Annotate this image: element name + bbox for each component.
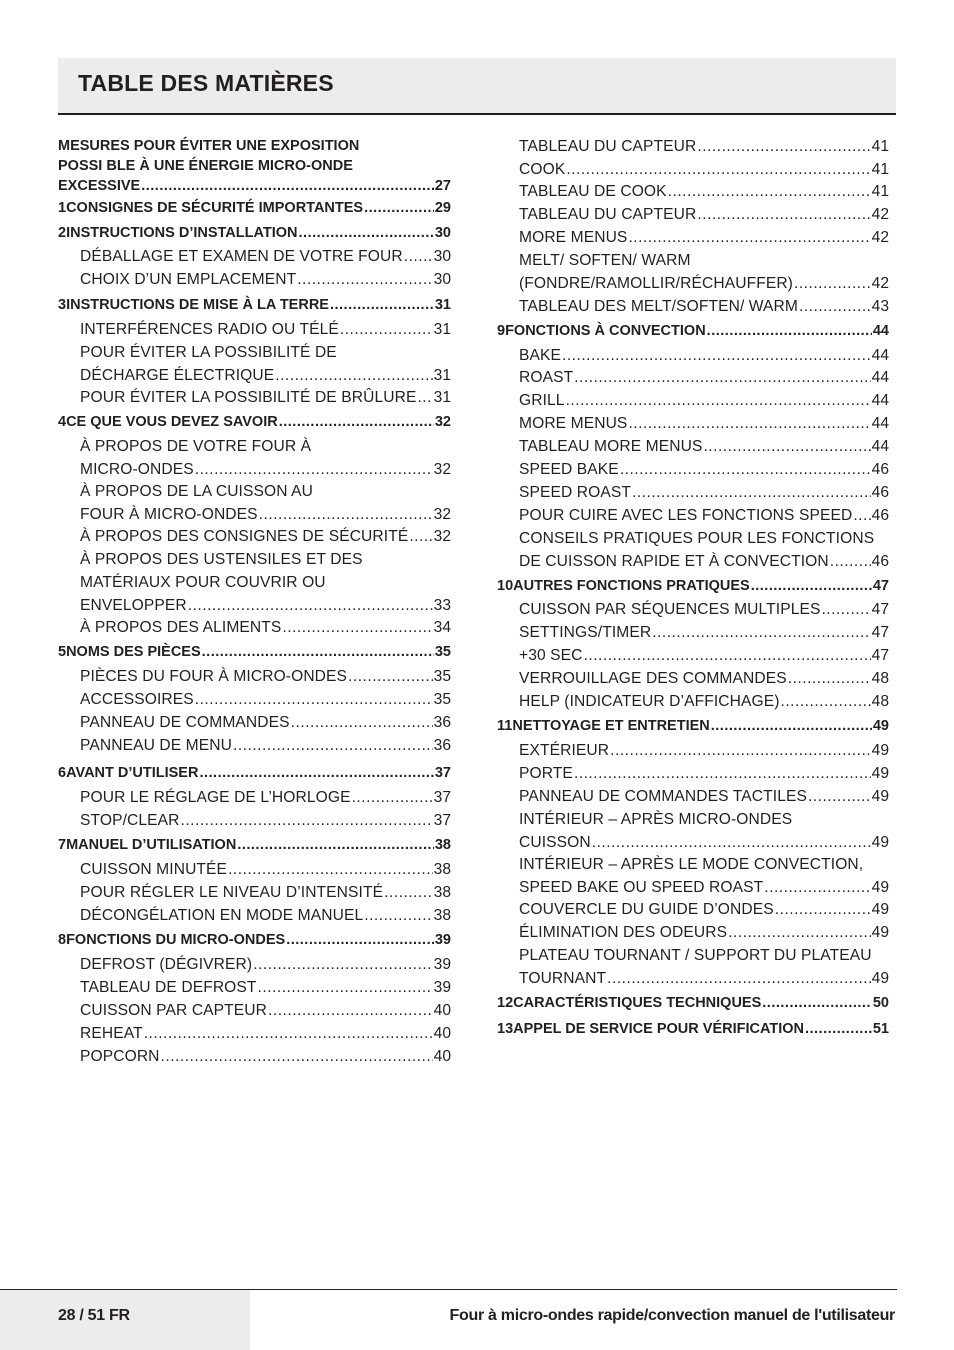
dot-leader: [299, 223, 434, 243]
toc-entry-title: MORE MENUS: [519, 415, 628, 432]
page-title: TABLE DES MATIÈRES: [78, 70, 334, 96]
toc-page-number: 46: [871, 507, 889, 524]
toc-entry: [58, 435, 451, 481]
toc-section-number: 3: [58, 297, 67, 313]
dot-leader: [275, 364, 432, 387]
toc-section: [58, 835, 451, 855]
toc-entry: [58, 1045, 451, 1068]
toc-entry-title: TABLEAU MORE MENUS: [519, 438, 703, 455]
toc-entry-title: DÉBALLAGE ET EXAMEN DE VOTRE FOUR: [80, 248, 403, 265]
toc-entry: [58, 999, 451, 1022]
toc-entry-title: MORE MENUS: [519, 229, 628, 246]
toc-entry-title: EXCESSIVE: [58, 178, 141, 194]
toc-section: [58, 412, 451, 432]
toc-page-number: 30: [433, 248, 451, 265]
toc-entry: [58, 809, 451, 832]
toc-page-number: 34: [433, 619, 451, 636]
toc-entry-title: TABLEAU DE COOK: [519, 183, 667, 200]
toc-section-number: 8: [58, 932, 67, 948]
footer-manual-title: Four à micro-ondes rapide/convection manuel de l'utilisateur: [449, 1307, 895, 1324]
dot-leader: [808, 785, 871, 808]
toc-page-number: 41: [871, 183, 889, 200]
toc-entry-title: CUISSON PAR SÉQUENCES MULTIPLES: [519, 601, 821, 618]
dot-leader: [340, 318, 433, 341]
toc-section-number: 13: [497, 1021, 514, 1037]
toc-section-number: 5: [58, 644, 67, 660]
toc-entry-title: CONSIGNES DE SÉCURITÉ IMPORTANTES: [66, 200, 364, 216]
toc-entry-title: INSTRUCTIONS DE MISE À LA TERRE: [66, 297, 329, 313]
dot-leader: [853, 504, 870, 527]
toc-page-number: 31: [433, 367, 451, 384]
toc-page-number: 49: [871, 742, 889, 759]
toc-page-number: 41: [871, 161, 889, 178]
toc-entry-title: TOURNANT: [519, 970, 607, 987]
toc-page-number: 37: [433, 789, 451, 806]
toc-page-number: 44: [871, 347, 889, 364]
dot-leader: [628, 226, 870, 249]
dot-leader: [668, 180, 871, 203]
toc-entry-title: PLATEAU TOURNANT / SUPPORT DU PLATEAU: [519, 947, 872, 964]
footer-page-number: 28 / 51 FR: [58, 1307, 130, 1324]
dot-leader: [775, 898, 871, 921]
toc-entry-title: MELT/ SOFTEN/ WARM: [519, 252, 691, 269]
toc-entry-title: PANNEAU DE MENU: [80, 737, 232, 754]
dot-leader: [195, 688, 433, 711]
dot-leader: [268, 999, 433, 1022]
dot-leader: [628, 412, 870, 435]
toc-entry: [58, 688, 451, 711]
toc-page-number: 31: [433, 321, 451, 338]
toc-entry: [497, 481, 889, 504]
toc-entry-title: COOK: [519, 161, 566, 178]
toc-page-number: 39: [433, 956, 451, 973]
dot-leader: [574, 366, 870, 389]
dot-leader: [781, 690, 871, 713]
toc-entry-title: ENVELOPPER: [80, 597, 187, 614]
toc-entry-title: TABLEAU DES MELT/SOFTEN/ WARM: [519, 298, 798, 315]
dot-leader: [620, 458, 871, 481]
toc-entry: [497, 739, 889, 762]
toc-page-number: 49: [872, 718, 889, 734]
toc-page-number: 47: [872, 578, 889, 594]
toc-entry-title: POUR CUIRE AVEC LES FONCTIONS SPEED: [519, 507, 853, 524]
toc-page-number: 51: [872, 1021, 889, 1037]
toc-entry-title: SPEED BAKE: [519, 461, 619, 478]
dot-leader: [584, 644, 871, 667]
toc-section-number: 12: [497, 995, 514, 1011]
dot-leader: [364, 904, 432, 927]
toc-entry-title: BAKE: [519, 347, 562, 364]
toc-page-number: 49: [871, 834, 889, 851]
toc-entry: [497, 785, 889, 808]
toc-page-number: 44: [871, 438, 889, 455]
toc-entry: [497, 621, 889, 644]
toc-entry-title: TABLEAU DU CAPTEUR: [519, 206, 697, 223]
toc-entry-title: MESURES POUR ÉVITER UNE EXPOSITION: [58, 138, 360, 154]
toc-entry: [497, 226, 889, 249]
toc-entry-title: POPCORN: [80, 1048, 160, 1065]
dot-leader: [728, 921, 871, 944]
toc-page-number: 46: [871, 461, 889, 478]
dot-leader: [259, 503, 433, 526]
toc-entry-title: MANUEL D’UTILISATION: [66, 837, 237, 853]
dot-leader: [607, 967, 870, 990]
toc-entry-title: CE QUE VOUS DEVEZ SAVOIR: [66, 414, 278, 430]
toc-entry-title: POUR LE RÉGLAGE DE L’HORLOGE: [80, 789, 351, 806]
toc-entry: [497, 249, 889, 295]
toc-page-number: 38: [434, 837, 451, 853]
toc-entry-title: FONCTIONS À CONVECTION: [505, 323, 706, 339]
toc-page-number: 44: [871, 392, 889, 409]
toc-entry-title: MICRO-ONDES: [80, 461, 194, 478]
toc-section-number: 11: [497, 718, 513, 734]
toc-page-number: 42: [871, 275, 889, 292]
toc-entry-title: SPEED BAKE OU SPEED ROAST: [519, 879, 764, 896]
toc-page-number: 48: [871, 670, 889, 687]
toc-entry: [497, 295, 889, 318]
dot-leader: [762, 993, 872, 1013]
toc-entry-title: PANNEAU DE COMMANDES: [80, 714, 290, 731]
toc-entry-title: STOP/CLEAR: [80, 812, 180, 829]
toc-page-number: 33: [433, 597, 451, 614]
toc-entry: [497, 412, 889, 435]
toc-entry-title: PANNEAU DE COMMANDES TACTILES: [519, 788, 807, 805]
toc-page-number: 49: [871, 970, 889, 987]
toc-entry-title: FOUR À MICRO-ONDES: [80, 506, 258, 523]
dot-leader: [821, 598, 870, 621]
toc-page-number: 31: [434, 297, 451, 313]
toc-entry: [58, 480, 451, 526]
toc-entry-title: +30 SEC: [519, 647, 583, 664]
toc-entry: [497, 158, 889, 181]
dot-leader: [409, 525, 432, 548]
toc-page-number: 38: [433, 884, 451, 901]
toc-page-number: 32: [434, 414, 451, 430]
dot-leader: [253, 953, 432, 976]
toc-page-number: 37: [433, 812, 451, 829]
toc-page-number: 40: [433, 1048, 451, 1065]
toc-entry-title: NOMS DES PIÈCES: [66, 644, 201, 660]
toc-page-number: 35: [434, 644, 451, 660]
toc-page-number: 49: [871, 879, 889, 896]
toc-entry: [497, 344, 889, 367]
toc-entry-title: ACCESSOIRES: [80, 691, 194, 708]
toc-entry: [58, 953, 451, 976]
toc-entry: [58, 386, 451, 409]
toc-entry: [497, 898, 889, 921]
toc-entry: [58, 525, 451, 548]
toc-entry-title: PORTE: [519, 765, 573, 782]
toc-page-number: 50: [872, 995, 889, 1011]
toc-entry-title: ÉLIMINATION DES ODEURS: [519, 924, 728, 941]
toc-page-number: 30: [433, 271, 451, 288]
toc-entry-title: SETTINGS/TIMER: [519, 624, 652, 641]
toc-entry-title: CHOIX D’UN EMPLACEMENT: [80, 271, 297, 288]
toc-entry: [58, 786, 451, 809]
dot-leader: [830, 550, 871, 573]
dot-leader: [799, 295, 871, 318]
toc-entry: [58, 341, 451, 387]
toc-entry-title: POUR RÉGLER LE NIVEAU D’INTENSITÉ: [80, 884, 384, 901]
toc-entry: [497, 690, 889, 713]
toc-section-number: 7: [58, 837, 67, 853]
toc-page-number: 36: [433, 714, 451, 731]
toc-section: [58, 136, 451, 196]
dot-leader: [652, 621, 870, 644]
toc-page-number: 44: [871, 415, 889, 432]
toc-section-number: 9: [497, 323, 506, 339]
toc-page-number: 49: [871, 788, 889, 805]
dot-leader: [297, 268, 432, 291]
toc-entry-title: TABLEAU DE DEFROST: [80, 979, 257, 996]
toc-entry-title: À PROPOS DES CONSIGNES DE SÉCURITÉ: [80, 528, 409, 545]
toc-page-number: 32: [433, 506, 451, 523]
toc-section: [58, 642, 451, 662]
toc-entry-title: DEFROST (DÉGIVRER): [80, 956, 253, 973]
toc-section: [58, 930, 451, 950]
toc-page-number: 40: [433, 1025, 451, 1042]
dot-leader: [697, 135, 870, 158]
dot-leader: [566, 389, 871, 412]
dot-leader: [707, 321, 872, 341]
toc-entry-title: EXTÉRIEUR: [519, 742, 610, 759]
toc-page-number: 39: [433, 979, 451, 996]
toc-entry-title: AVANT D’UTILISER: [66, 765, 199, 781]
toc-entry: [497, 203, 889, 226]
dot-leader: [228, 858, 433, 881]
dot-leader: [566, 158, 870, 181]
dot-leader: [202, 642, 434, 662]
toc-page-number: 37: [434, 765, 451, 781]
toc-section: [497, 1019, 889, 1039]
toc-page-number: 31: [433, 389, 451, 406]
dot-leader: [188, 594, 433, 617]
toc-entry: [497, 644, 889, 667]
dot-leader: [805, 1019, 872, 1039]
toc-entry: [58, 548, 451, 617]
dot-leader: [199, 763, 433, 783]
toc-entry-title: ROAST: [519, 369, 574, 386]
toc-page-number: 46: [871, 484, 889, 501]
dot-leader: [258, 976, 433, 999]
toc-page-number: 43: [871, 298, 889, 315]
toc-page-number: 38: [433, 907, 451, 924]
toc-page-number: 42: [871, 206, 889, 223]
toc-entry: [58, 665, 451, 688]
toc-page-number: 29: [434, 200, 451, 216]
toc-section: [497, 576, 889, 596]
toc-entry-title: CUISSON: [519, 834, 591, 851]
toc-entry-title: À PROPOS DES USTENSILES ET DES: [80, 551, 363, 568]
toc-page-number: 41: [871, 138, 889, 155]
dot-leader: [592, 831, 871, 854]
dot-leader: [562, 344, 871, 367]
toc-entry-title: POSSI BLE À UNE ÉNERGIE MICRO-ONDE: [58, 158, 353, 174]
toc-section: [497, 321, 889, 341]
toc-entry-title: INTÉRIEUR – APRÈS MICRO-ONDES: [519, 811, 793, 828]
toc-page-number: 47: [871, 647, 889, 664]
dot-leader: [794, 272, 871, 295]
toc-page-number: 35: [433, 668, 451, 685]
toc-entry-title: NETTOYAGE ET ENTRETIEN: [512, 718, 710, 734]
toc-page-number: 44: [871, 369, 889, 386]
toc-entry: [497, 458, 889, 481]
toc-section: [58, 763, 451, 783]
toc-entry-title: INTÉRIEUR – APRÈS LE MODE CONVECTION,: [519, 856, 864, 873]
toc-section: [497, 716, 889, 736]
dot-leader: [286, 930, 434, 950]
toc-entry-title: CUISSON PAR CAPTEUR: [80, 1002, 268, 1019]
dot-leader: [364, 198, 434, 218]
dot-leader: [233, 734, 433, 757]
toc-entry-title: INSTRUCTIONS D’INSTALLATION: [66, 225, 298, 241]
toc-entry: [58, 245, 451, 268]
dot-leader: [348, 665, 433, 688]
toc-entry: [497, 853, 889, 899]
dot-leader: [751, 576, 872, 596]
toc-entry-title: REHEAT: [80, 1025, 143, 1042]
toc-page-number: 35: [433, 691, 451, 708]
toc-entry: [497, 435, 889, 458]
dot-leader: [703, 435, 870, 458]
toc-section-number: 2: [58, 225, 67, 241]
toc-page-number: 49: [871, 924, 889, 941]
dot-leader: [610, 739, 870, 762]
toc-section: [497, 993, 889, 1013]
toc-entry-title: POUR ÉVITER LA POSSIBILITÉ DE BRÛLURE: [80, 389, 417, 406]
toc-entry-title: DÉCONGÉLATION EN MODE MANUEL: [80, 907, 364, 924]
toc-entry-title: FONCTIONS DU MICRO-ONDES: [66, 932, 286, 948]
toc-page-number: 36: [433, 737, 451, 754]
dot-leader: [417, 386, 432, 409]
dot-leader: [291, 711, 433, 734]
toc-page-number: 46: [871, 553, 889, 570]
toc-entry-title: INTERFÉRENCES RADIO OU TÉLÉ: [80, 321, 339, 338]
toc-section: [58, 223, 451, 243]
dot-leader: [384, 881, 433, 904]
toc-entry-title: HELP (INDICATEUR D’AFFICHAGE): [519, 693, 780, 710]
toc-entry-title: À PROPOS DES ALIMENTS: [80, 619, 282, 636]
dot-leader: [788, 667, 871, 690]
toc-entry-title: MATÉRIAUX POUR COUVRIR OU: [80, 574, 326, 591]
dot-leader: [237, 835, 434, 855]
dot-leader: [697, 203, 870, 226]
toc-entry: [497, 527, 889, 573]
toc-entry: [58, 268, 451, 291]
toc-entry: [497, 135, 889, 158]
toc-entry-title: CARACTÉRISTIQUES TECHNIQUES: [513, 995, 762, 1011]
toc-page-number: 27: [434, 178, 451, 194]
toc-entry: [497, 366, 889, 389]
toc-entry: [497, 504, 889, 527]
toc-entry-title: COUVERCLE DU GUIDE D’ONDES: [519, 901, 774, 918]
toc-entry: [58, 318, 451, 341]
toc-entry: [58, 711, 451, 734]
toc-page-number: 40: [433, 1002, 451, 1019]
toc-entry: [497, 389, 889, 412]
dot-leader: [404, 245, 433, 268]
dot-leader: [141, 176, 434, 196]
toc-entry-title: POUR ÉVITER LA POSSIBILITÉ DE: [80, 344, 337, 361]
toc-entry: [58, 904, 451, 927]
toc-entry-title: AUTRES FONCTIONS PRATIQUES: [513, 578, 750, 594]
toc-page-number: 32: [433, 461, 451, 478]
toc-entry-title: À PROPOS DE VOTRE FOUR À: [80, 438, 312, 455]
toc-entry: [58, 616, 451, 639]
toc-section-number: 4: [58, 414, 67, 430]
toc-page-number: 44: [872, 323, 889, 339]
dot-leader: [181, 809, 433, 832]
toc-page-number: 48: [871, 693, 889, 710]
dot-leader: [144, 1022, 433, 1045]
toc-entry-title: (FONDRE/RAMOLLIR/RÉCHAUFFER): [519, 275, 793, 292]
toc-entry: [497, 808, 889, 854]
dot-leader: [195, 458, 433, 481]
toc-entry: [497, 944, 889, 990]
toc-page-number: 39: [434, 932, 451, 948]
dot-leader: [711, 716, 872, 736]
dot-leader: [330, 295, 434, 315]
toc-entry: [497, 598, 889, 621]
toc-page-number: 49: [871, 765, 889, 782]
toc-page-number: 30: [434, 225, 451, 241]
toc-page-number: 47: [871, 601, 889, 618]
toc-entry: [58, 881, 451, 904]
dot-leader: [764, 876, 870, 899]
toc-entry-title: TABLEAU DU CAPTEUR: [519, 138, 697, 155]
toc-section-number: 10: [497, 578, 514, 594]
toc-section: [58, 295, 451, 315]
dot-leader: [574, 762, 871, 785]
dot-leader: [632, 481, 871, 504]
toc-entry: [497, 667, 889, 690]
toc-section: [58, 198, 451, 218]
toc-entry: [58, 734, 451, 757]
toc-entry-title: CUISSON MINUTÉE: [80, 861, 228, 878]
toc-entry-title: GRILL: [519, 392, 565, 409]
toc-page-number: 38: [433, 861, 451, 878]
toc-page-number: 49: [871, 901, 889, 918]
dot-leader: [352, 786, 433, 809]
toc-section-number: 1: [58, 200, 67, 216]
toc-entry-title: DE CUISSON RAPIDE ET À CONVECTION: [519, 553, 829, 570]
toc-page-number: 47: [871, 624, 889, 641]
dot-leader: [282, 616, 432, 639]
dot-leader: [161, 1045, 433, 1068]
toc-page-number: 42: [871, 229, 889, 246]
toc-entry-title: CONSEILS PRATIQUES POUR LES FONCTIONS: [519, 530, 875, 547]
toc-entry: [497, 762, 889, 785]
toc-entry: [58, 1022, 451, 1045]
toc-entry: [497, 180, 889, 203]
toc-section-number: 6: [58, 765, 67, 781]
title-bar: [58, 58, 896, 115]
toc-entry-title: PIÈCES DU FOUR À MICRO-ONDES: [80, 668, 348, 685]
dot-leader: [279, 412, 434, 432]
toc-entry-title: DÉCHARGE ÉLECTRIQUE: [80, 367, 275, 384]
toc-entry-title: SPEED ROAST: [519, 484, 632, 501]
toc-entry-title: VERROUILLAGE DES COMMANDES: [519, 670, 787, 687]
toc-entry-title: À PROPOS DE LA CUISSON AU: [80, 483, 314, 500]
toc-entry-title: APPEL DE SERVICE POUR VÉRIFICATION: [513, 1021, 804, 1037]
toc-entry: [58, 858, 451, 881]
toc-page-number: 32: [433, 528, 451, 545]
toc-entry: [497, 921, 889, 944]
toc-entry: [58, 976, 451, 999]
